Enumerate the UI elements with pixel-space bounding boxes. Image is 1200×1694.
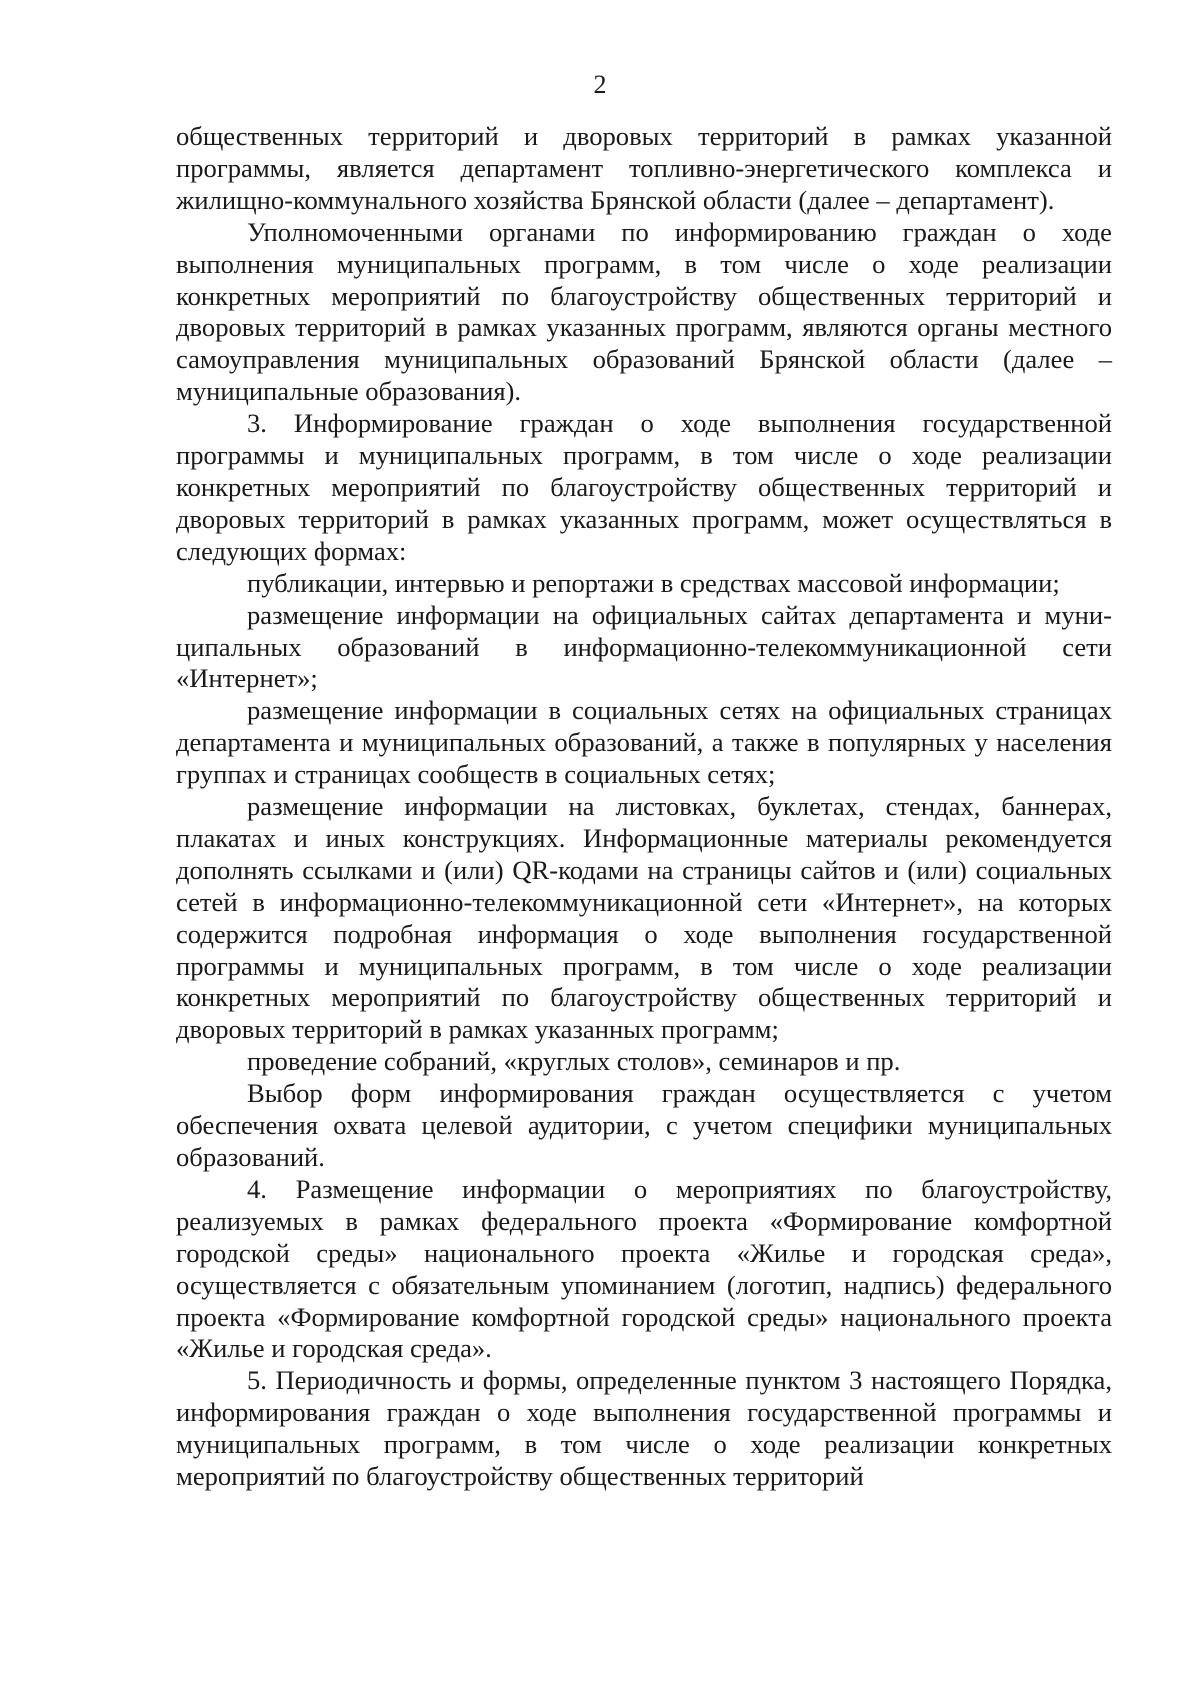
list-item-publications: публикации, интервью и репортажи в средствах массовой информации;: [247, 567, 1060, 598]
page-number: 2: [593, 70, 607, 99]
paragraph-continuation: общественных территорий и дворовых территорий в рамках указанной программы, является департамент топливно-энергетического комплекса и жилищно-коммунального хозяйства Брянской области (далее – департамент).: [176, 121, 1112, 215]
list-item-social-networks: размещение информации в социальных сетях на официальных страницах департамента и муниципальных образований, а также в популярных у населения группах и страницах сообществ в социальных сетях;: [176, 695, 1112, 790]
list-item-meetings: проведение собраний, «круглых столов», семинаров и пр.: [247, 1046, 901, 1077]
paragraph-authorized-bodies: Уполномоченными органами по информированию граждан о ходе выполнения муниципальных программ, в том числе о ходе реализации конкретных мероприятий по благоустройству общественных территорий и дворовых территорий в рамках указанных программ, являются органы местного самоуправления муниципальных образований Брянской области (далее – муниципальные образования).: [176, 216, 1112, 407]
document-body: [176, 121, 1112, 1493]
paragraph-item-4: 4. Размещение информации о мероприятиях по благоустройству, реализуемых в рамках федерального проекта «Формирование комфортной городской среды» национального проекта «Жилье и городская среда», осуществляется с обязательным упоминанием (логотип, надпись) федерального проекта «Формирование комфортной городской среды» национального проекта «Жилье и городская среда».: [176, 1173, 1112, 1364]
list-item-leaflets: размещение информации на листовках, буклетах, стендах, баннерах, плакатах и иных конструкциях. Информационные материалы рекомендуется дополнять ссылками и (или) QR-кодами на страницы сайтов и (или) социальных сетей в информационно-телекоммуникационной сети «Интернет», на которых содержится подробная информация о ходе выполнения государственной программы и муниципальных программ, в том числе о ходе реализации конкретных мероприятий по благоустройству общественных территорий и дворовых территорий в рамках указанных программ;: [176, 791, 1112, 1045]
list-item-official-sites: размещение информации на официальных сайтах департамента и муниципальных образований в информационно-телекоммуникационной сети «Интернет»;: [176, 599, 1112, 694]
paragraph-forms-choice: Выбор форм информирования граждан осуществляется с учетом обеспечения охвата целевой аудитории, с учетом специфики муниципальных образований.: [176, 1078, 1112, 1172]
paragraph-item-3: 3. Информирование граждан о ходе выполнения государственной программы и муниципальных программ, в том числе о ходе реализации конкретных мероприятий по благоустройству общественных территорий и дворовых территорий в рамках указанных программ, может осуществляться в следующих формах:: [176, 408, 1112, 566]
paragraph-item-5: 5. Периодичность и формы, определенные пунктом 3 настоящего Порядка, информирования граждан о ходе выполнения государственной программы и муниципальных программ, в том числе о ходе реализации конкретных мероприятий по благоустройству общественных территорий: [176, 1365, 1112, 1492]
